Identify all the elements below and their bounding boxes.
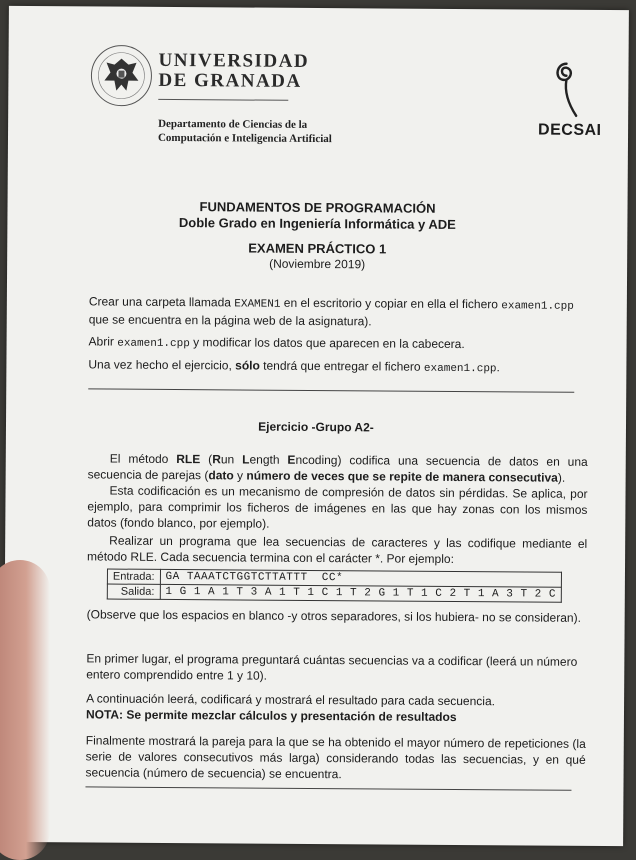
- rle-example-table: [107, 569, 562, 603]
- header-rule: [158, 99, 288, 101]
- holding-hand: [0, 560, 50, 860]
- bottom-divider: [85, 786, 571, 790]
- course-title: FUNDAMENTOS DE PROGRAMACIÓN: [199, 199, 436, 216]
- exercise-paragraph-1: [88, 450, 588, 485]
- text: un: [220, 452, 243, 467]
- exercise-paragraph-4: En primer lugar, el programa preguntará cuántas secuencias va a codificar (leerá un número entero comprendido entre 1 y 10).: [86, 651, 578, 683]
- text: ).: [557, 470, 566, 485]
- text: Crear una carpeta llamada: [88, 294, 235, 310]
- example-note: (Observe que los espacios en blanco -y otros separadores, si los hubiera- no se consideran).: [86, 607, 581, 625]
- exercise-note: NOTA: Se permite mezclar cálculos y presentación de resultados: [85, 707, 457, 724]
- emphasis: R: [212, 452, 221, 467]
- text: ength: [249, 452, 288, 467]
- decsai-logo-icon: [548, 60, 584, 120]
- exercise-paragraph-3: Realizar un programa que lea secuencias de caracteres y las codifique mediante el método RLE. Cada secuencia termina con el carácter *. Por ejemplo:: [87, 533, 588, 566]
- university-line-1: UNIVERSIDAD: [158, 49, 310, 72]
- instruction-1: [89, 293, 589, 330]
- text: .: [496, 360, 500, 375]
- output-value: 1 G 1 A 1 T 3 A 1 T 1 C 1 T 2 G 1 T 1 C 2 T 1 A 3 T 2 C: [160, 584, 562, 602]
- emphasis: sólo: [235, 358, 260, 373]
- text: Abrir: [88, 334, 118, 349]
- text: ncoding) codifica una secuencia de datos en una secuencia de parejas (: [87, 452, 588, 483]
- university-name: [158, 51, 309, 92]
- folder-name: EXAMEN1: [234, 298, 281, 311]
- exam-paper: [3, 6, 629, 846]
- text: en el escritorio y copiar en ella el fichero: [280, 295, 502, 312]
- exercise-paragraph-2: Esta codificación es un mecanismo de compresión de datos sin pérdidas. Se aplica, por ejemplo, para comprimir los ficheros de imágenes en las que hay zonas con los mismos datos (fondo blanco, por ejemplo).: [87, 483, 588, 531]
- file-name: examen1.cpp: [501, 300, 574, 313]
- emphasis: dato: [208, 468, 234, 483]
- file-name: examen1.cpp: [423, 362, 497, 376]
- text: y modificar los datos que aparecen en la cabecera.: [189, 335, 465, 352]
- text: (: [200, 452, 213, 467]
- text: y: [233, 468, 247, 483]
- department-line-1: Departamento de Ciencias de la: [158, 117, 308, 131]
- text: El método: [109, 451, 177, 467]
- table-row: [107, 584, 561, 602]
- exercise-paragraph-6: Finalmente mostrará la pareja para la que se ha obtenido el mayor número de repeticiones (la serie de valores consecutivos más larga) considerando todas las secuencias, y en qué secuencia (número de secuencia) se encuentra.: [85, 733, 586, 782]
- department-name: [158, 117, 332, 146]
- output-label: Salida:: [107, 584, 160, 599]
- text: que se encuentra en la página web de la asignatura).: [88, 312, 372, 329]
- instruction-3: [88, 356, 588, 377]
- emphasis: RLE: [176, 452, 201, 467]
- exercise-title: Ejercicio -Grupo A2-: [258, 419, 374, 435]
- emphasis: número de veces que se repite de manera consecutiva: [246, 468, 558, 485]
- university-line-2: DE GRANADA: [158, 69, 302, 92]
- instruction-2: [89, 333, 589, 354]
- input-value: GA TAAATCTGGTCTTATTT CC*: [160, 569, 562, 587]
- section-divider: [88, 388, 574, 392]
- exercise-paragraph-5: [86, 690, 586, 725]
- input-label: Entrada:: [107, 569, 160, 584]
- file-name: examen1.cpp: [117, 337, 190, 351]
- university-crest-icon: [88, 42, 154, 108]
- emphasis: L: [242, 452, 250, 467]
- text: tendrá que entregar el fichero: [259, 358, 424, 374]
- department-line-2: Computación e Inteligencia Artificial: [157, 131, 332, 146]
- decsai-label: DECSAI: [538, 121, 602, 139]
- text: Una vez hecho el ejercicio,: [88, 357, 236, 373]
- course-title-block: [7, 198, 627, 234]
- emphasis: E: [287, 452, 296, 467]
- exam-date: (Noviembre 2019): [269, 256, 366, 272]
- degree-title: Doble Grado en Ingeniería Informática y ADE: [178, 215, 456, 232]
- text: A continuación leerá, codificará y mostrará el resultado para cada secuencia.: [86, 691, 496, 709]
- exam-title: EXAMEN PRÁCTICO 1: [248, 240, 387, 257]
